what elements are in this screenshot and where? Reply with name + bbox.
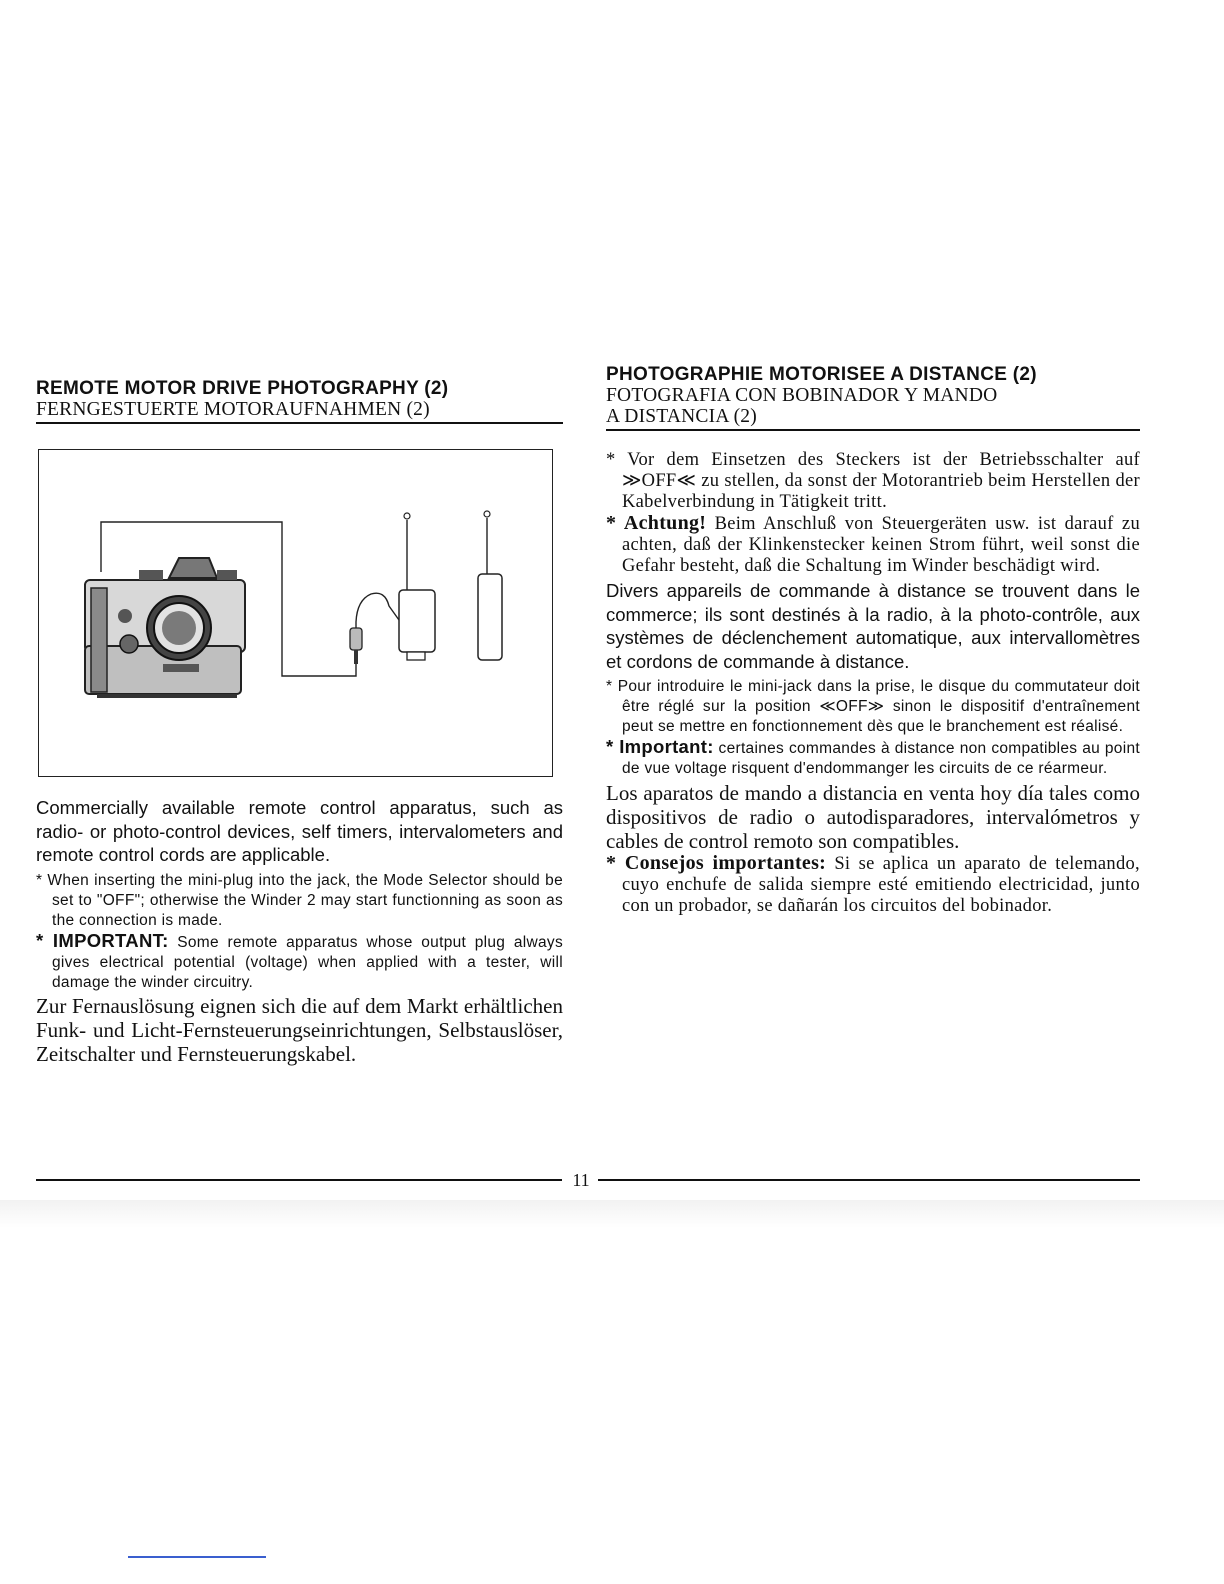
page-edge-shadow — [0, 1200, 1224, 1228]
heading-spanish-line-1: FOTOGRAFIA CON BOBINADOR Y MANDO — [606, 385, 998, 406]
page-number: 11 — [572, 1170, 590, 1190]
french-note-2-lead: * Important: — [606, 736, 714, 757]
german-note-2 — [606, 513, 1140, 577]
right-body-text — [606, 450, 1140, 917]
english-note-1: * When inserting the mini-plug into the jack, the Mode Selector should be set to "OFF"; otherwise the Winder 2 may start functionning as soon as the connection is made. — [36, 871, 563, 929]
camera-remote-illustration — [38, 449, 553, 777]
german-note-2-text: Beim Anschluß von Steuergeräten usw. ist darauf zu achten, daß der Klinkenstecker keinen Strom führt, weil sonst die Gefahr besteht, daß die Schaltung im Winder beschädigt wird. — [622, 514, 1140, 576]
page-footer — [36, 1170, 1140, 1190]
heading-spanish-line-2: A DISTANCIA (2) — [606, 406, 757, 427]
english-note-2-lead: * IMPORTANT: — [36, 929, 169, 951]
english-note-2-text: Some remote apparatus whose output plug always gives electrical potential (voltage) when applied with a tester, will damage the winder circuitry. — [52, 933, 563, 991]
german-paragraph: Zur Fernauslösung eignen sich die auf dem Markt erhältlichen Funk- und Licht-Fernsteuerungseinrichtungen, Selbstauslöser, Zeitschalter und Fernsteuerungskabel. — [36, 993, 563, 1066]
french-note-2-text: certaines commandes à distance non compatibles au point de vue voltage risquent d'endommanger les circuits de ce réarmeur. — [622, 740, 1140, 777]
french-note-2 — [606, 737, 1140, 779]
mini-plug-icon — [350, 628, 362, 664]
spanish-note — [606, 853, 1140, 917]
spanish-paragraph: Los aparatos de mando a distancia en venta hoy día tales como dispositivos de radio o autodisparadores, intervalómetros y cables de control remoto son compatibles. — [606, 781, 1140, 853]
english-paragraph: Commercially available remote control apparatus, such as radio- or photo-control devices, self timers, intervalometers and remote control cords are applicable. — [36, 797, 563, 865]
left-heading-block — [36, 378, 563, 424]
camera-remote-drawing — [39, 450, 554, 778]
camera-body-icon — [85, 558, 245, 698]
right-heading-block — [606, 364, 1140, 431]
heading-english: REMOTE MOTOR DRIVE PHOTOGRAPHY (2) — [36, 378, 449, 399]
english-note-2 — [36, 931, 563, 993]
french-paragraph: Divers appareils de commande à distance se trouvent dans le commerce; ils sont destinés à la radio, à la photo-contrôle, aux systèmes de déclenchement automatique, aux intervallomètres et cordons de commande à distance. — [606, 580, 1140, 672]
spanish-note-text: Si se aplica un aparato de telemando, cuyo enchufe de salida siempre esté emitiendo electricidad, junto con un probador, se dañarán los circuitos del bobinador. — [622, 854, 1140, 916]
german-note-2-lead: * Achtung! — [606, 512, 707, 534]
left-body-text — [36, 796, 563, 1066]
heading-german: FERNGESTUERTE MOTORAUFNAHMEN (2) — [36, 399, 430, 420]
heading-french: PHOTOGRAPHIE MOTORISEE A DISTANCE (2) — [606, 364, 1037, 385]
bottom-link-underline[interactable] — [128, 1556, 266, 1558]
footer-rule-right — [598, 1179, 1140, 1181]
german-note-1: * Vor dem Einsetzen des Steckers ist der Betriebsschalter auf ≫OFF≪ zu stellen, da sonst der Motorantrieb beim Herstellen der Kabelverbindung in Tätigkeit tritt. — [606, 450, 1140, 512]
remote-receiver-icon — [399, 513, 435, 660]
spanish-note-lead: * Consejos importantes: — [606, 852, 827, 874]
footer-rule-left — [36, 1179, 562, 1181]
french-note-1: * Pour introduire le mini-jack dans la prise, le disque du commutateur doit être réglé sur la position ≪OFF≫ sinon le dispositif d'entraînement peut se mettre en fonctionnement dès que le branchement est réalisé. — [606, 678, 1140, 735]
remote-transmitter-icon — [478, 511, 502, 660]
